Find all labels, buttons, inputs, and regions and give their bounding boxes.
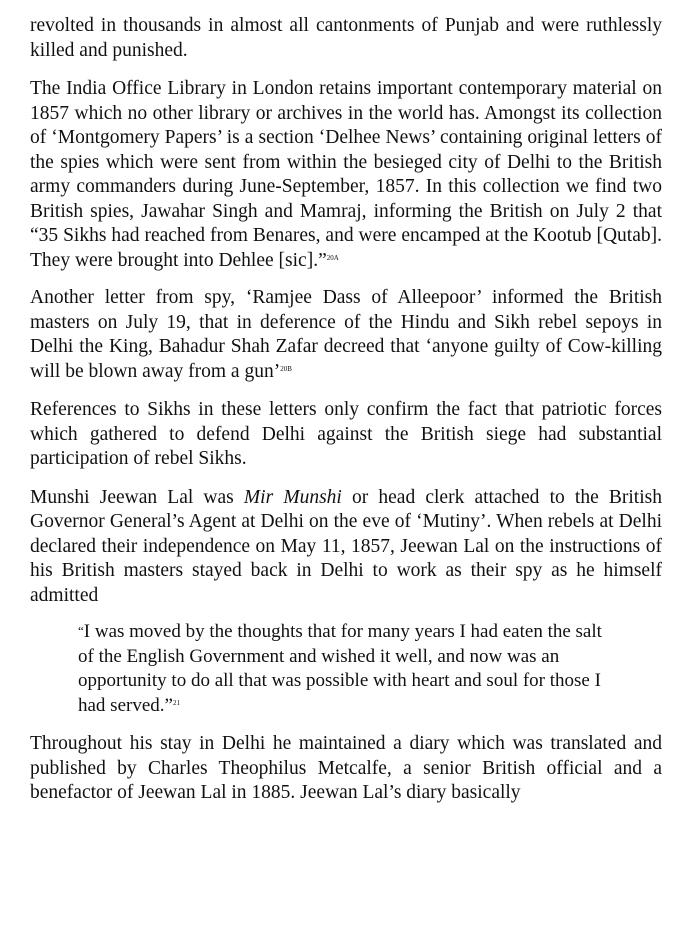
paragraph-text-rest: or head clerk attached to the British Governor General’s Agent at Delhi on the eve of ‘Mutiny’. When rebels at Delhi declared their independence on May 11, 1857, Jeewan Lal on the instructions of his British masters stayed back in Delhi to work as their spy as he himself admitted — [30, 486, 662, 606]
paragraph-text-start: Munshi Jeewan Lal was — [30, 486, 244, 508]
paragraph-text: revolted in thousands in almost all cantonments of Punjab and were ruthlessly killed and punished. — [30, 15, 662, 61]
footnote-ref-20a: 20A — [326, 253, 339, 262]
italic-term-mir-munshi: Mir Munshi — [243, 486, 342, 508]
paragraph-ramjee-dass-letter — [30, 286, 662, 384]
paragraph-text: References to Sikhs in these letters only confirm the fact that patriotic forces which gathered to defend Delhi against the British siege had substantial participation of rebel Sikhs. — [30, 399, 662, 469]
paragraph-references-to-sikhs — [30, 398, 662, 472]
footnote-ref-20b: 20B — [280, 364, 292, 373]
quote-open-mark: “ — [78, 623, 84, 638]
paragraph-munshi-jeewan-lal — [30, 486, 662, 609]
paragraph-diary — [30, 732, 662, 806]
paragraph-text: The India Office Library in London retains important contemporary material on 1857 which no other library or archives in the world has. Amongst its collection of ‘Montgomery Papers’ is a section ‘Delhee News’ containing original letters of the spies which were sent from within the besieged city of Delhi to the British army commanders during June-September, 1857. In this collection we find two British spies, Jawahar Singh and Mamraj, informing the British on July 2 that “35 Sikhs had reached from Benares, and were encamped at the Kootub [Qutab]. They were brought into Dehlee [sic].” — [30, 78, 662, 271]
paragraph-text: Throughout his stay in Delhi he maintained a diary which was translated and published by Charles Theophilus Metcalfe, a senior British official and a benefactor of Jeewan Lal in 1885. Jeewan Lal’s diary basically — [30, 733, 662, 803]
block-quote-jeewan-lal — [78, 620, 612, 718]
paragraph-text: Another letter from spy, ‘Ramjee Dass of Alleepoor’ informed the British masters on July 19, that in deference of the Hindu and Sikh rebel sepoys in Delhi the King, Bahadur Shah Zafar decreed that ‘anyone guilty of Cow-killing will be blown away from a gun’ — [30, 287, 662, 382]
paragraph-punjab-cantonments — [30, 14, 662, 63]
paragraph-india-office-library — [30, 77, 662, 273]
footnote-ref-21: 21 — [172, 698, 180, 707]
quote-text: I was moved by the thoughts that for many years I had eaten the salt of the English Government and wished it well, and now was an opportunity to do all that was possible with heart and soul for those I had served.” — [78, 621, 602, 716]
